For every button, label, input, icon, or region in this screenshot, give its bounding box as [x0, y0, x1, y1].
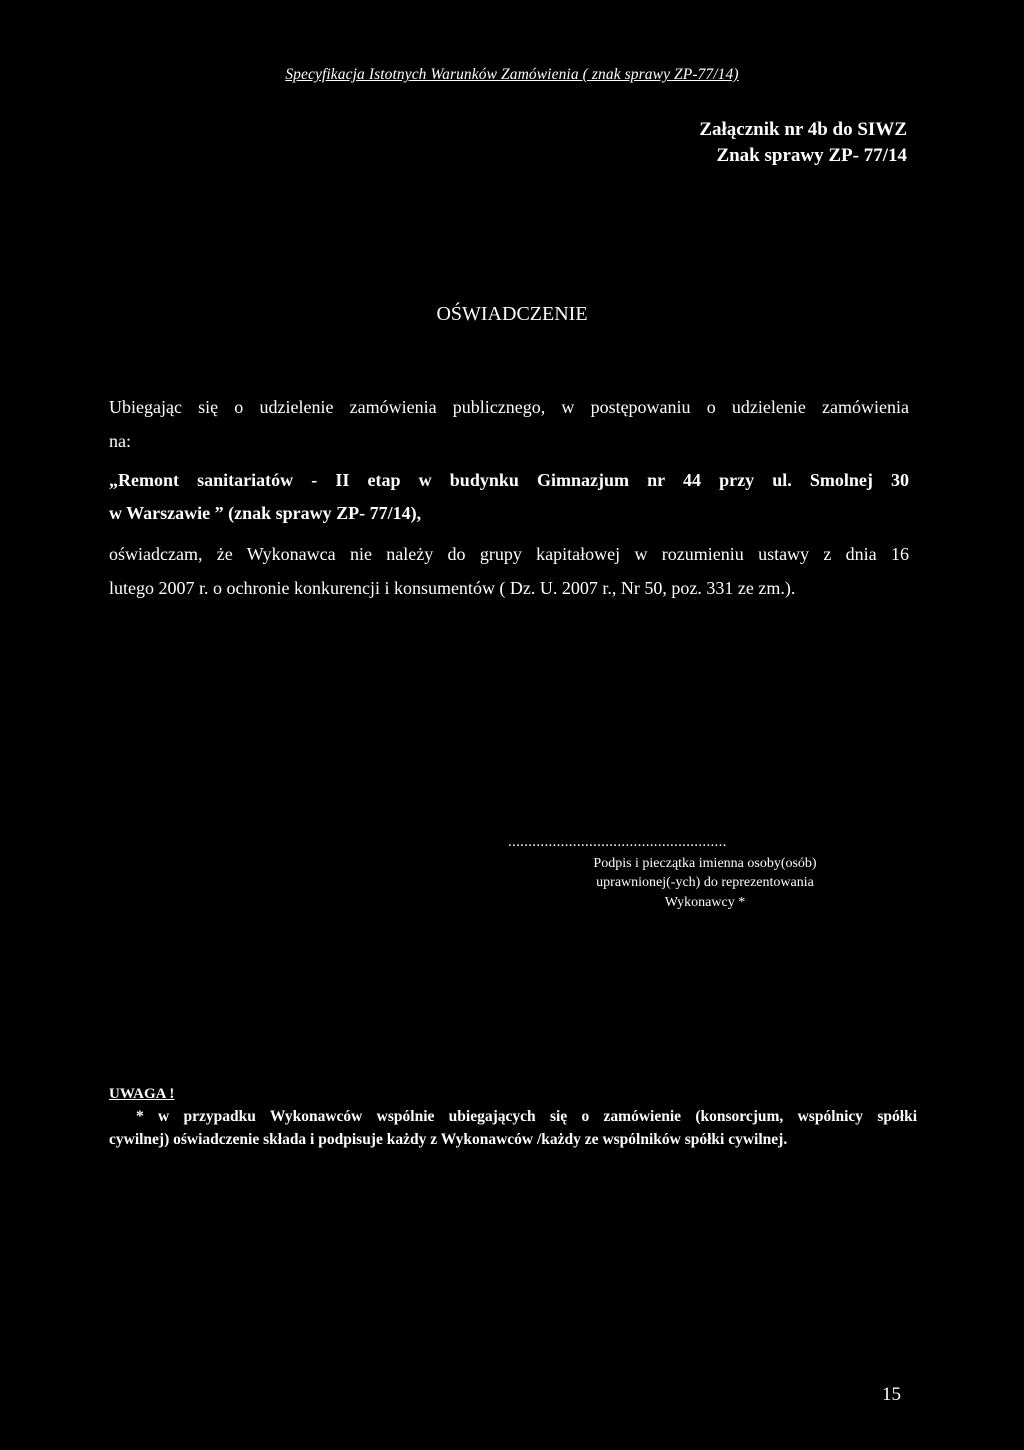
- attachment-block: [699, 117, 907, 169]
- statement-line-2: lutego 2007 r. o ochronie konkurencji i konsumentów ( Dz. U. 2007 r., Nr 50, poz. 331 ze zm.).: [109, 578, 796, 598]
- signature-caption-line-1: Podpis i pieczątka imienna osoby(osób): [593, 856, 817, 871]
- note-line-1: * w przypadku Wykonawców wspólnie ubiegających się o zamówienie (konsorcjum, wspólnicy spółki: [136, 1108, 917, 1125]
- note-line-2: cywilnej) oświadczenie składa i podpisuje każdy z Wykonawców /każdy ze wspólników spółki cywilnej.: [109, 1131, 788, 1148]
- note-heading: UWAGA !: [109, 1086, 175, 1102]
- attachment-number: Załącznik nr 4b do SIWZ: [699, 119, 907, 140]
- signature-caption-line-2: uprawnionej(-ych) do reprezentowania: [596, 875, 814, 890]
- project-name-line-1: „Remont sanitariatów - II etap w budynku Gimnazjum nr 44 przy ul. Smolnej 30: [109, 470, 909, 490]
- case-reference: Znak sprawy ZP- 77/14: [716, 145, 907, 166]
- intro-line-2: na:: [109, 431, 131, 451]
- document-header: Specyfikacja Istotnych Warunków Zamówienia ( znak sprawy ZP-77/14): [285, 66, 739, 83]
- signature-dotted-line: ......................................................: [508, 834, 727, 850]
- intro-line-1: Ubiegając się o udzielenie zamówienia publicznego, w postępowaniu o udzielenie zamówienia: [109, 397, 909, 417]
- page-number: 15: [882, 1384, 901, 1405]
- signature-caption-line-3: Wykonawcy *: [664, 895, 746, 910]
- statement-line-1: oświadczam, że Wykonawca nie należy do grupy kapitałowej w rozumieniu ustawy z dnia 16: [109, 544, 909, 564]
- document-title: OŚWIADCZENIE: [436, 303, 588, 325]
- project-name-line-2: w Warszawie ” (znak sprawy ZP- 77/14),: [109, 503, 422, 523]
